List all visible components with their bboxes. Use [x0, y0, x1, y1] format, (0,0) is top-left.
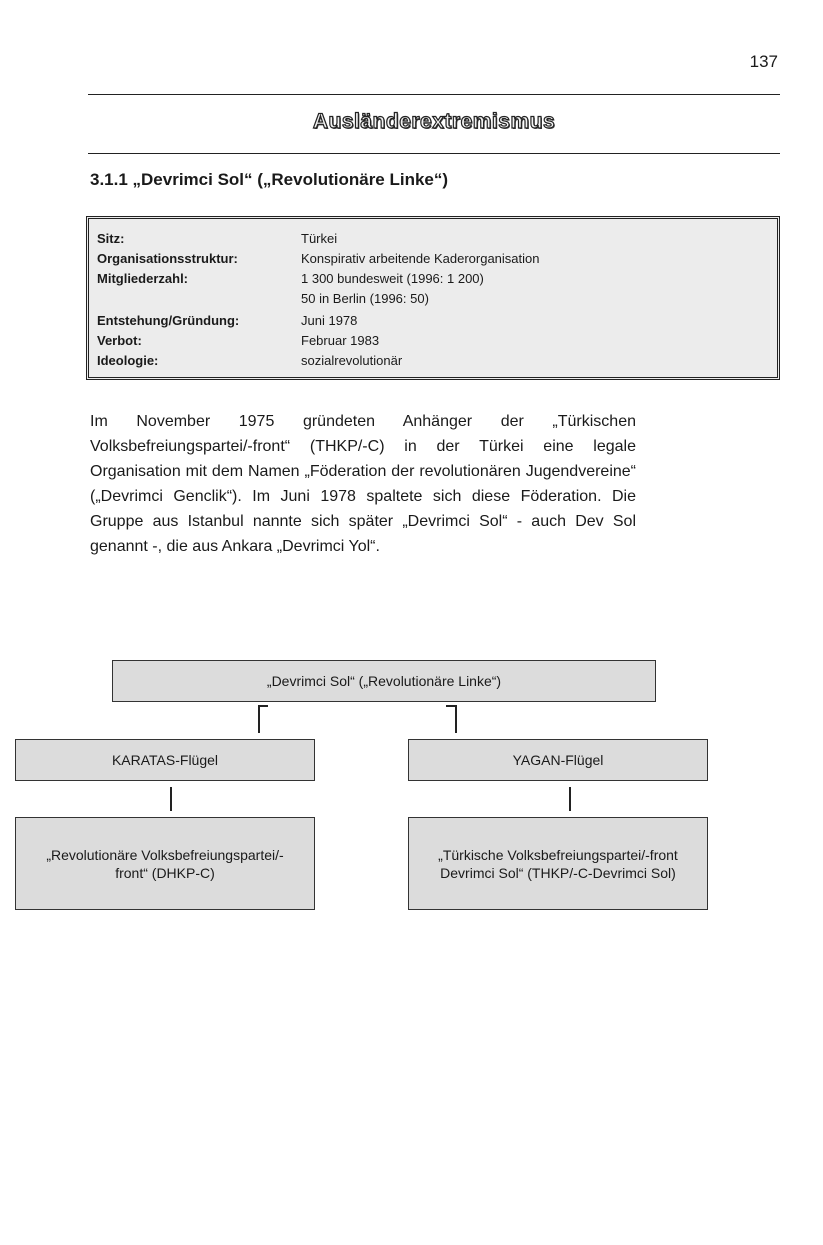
- subsection-heading: 3.1.1 „Devrimci Sol“ („Revolutionäre Linke“): [90, 170, 449, 189]
- fact-label: Entstehung/Gründung:: [97, 313, 240, 328]
- page-number: 137: [749, 52, 778, 71]
- fact-label: Verbot:: [97, 333, 142, 348]
- fact-value: 50 in Berlin (1996: 50): [301, 291, 429, 306]
- fact-label: Ideologie:: [97, 353, 159, 368]
- header-rule-top: [88, 94, 780, 95]
- org-chart-left-org: [15, 817, 315, 910]
- org-chart-root: [112, 660, 656, 702]
- fact-value: Juni 1978: [301, 313, 358, 328]
- fact-label: Organisationsstruktur:: [97, 251, 238, 266]
- fact-label: Mitgliederzahl:: [97, 271, 189, 286]
- connector-line: [258, 705, 260, 733]
- fact-value: sozialrevolutionär: [301, 353, 403, 368]
- connector-line: [455, 705, 457, 733]
- connector-line: [258, 705, 268, 707]
- body-paragraph: Im November 1975 gründeten Anhänger der „Türkischen Volksbefreiungspartei/-front“ (THKP/-C) in der Türkei eine legale Organisation mit dem Namen „Föderation der revolutionären Jugendvereine“ („Devrimci Genclik“). Im Juni 1978 spaltete sich diese Föderation. Die Gruppe aus Istanbul nannte sich später „Devrimci Sol“ - auch Dev Sol genannt -, die aus Ankara „Devrimci Yol“.: [90, 413, 636, 555]
- connector-line: [446, 705, 456, 707]
- connector-line: [170, 787, 172, 811]
- fact-value: Konspirativ arbeitende Kaderorganisation: [301, 251, 540, 266]
- org-chart-left-wing: [15, 739, 315, 781]
- org-chart-left-wing-label: KARATAS-Flügel: [111, 752, 219, 768]
- fact-value: Türkei: [301, 231, 338, 246]
- header-rule-bottom: [88, 153, 780, 154]
- org-chart-right-wing-label: YAGAN-Flügel: [512, 752, 604, 768]
- fact-label: Sitz:: [97, 231, 125, 246]
- fact-value: Februar 1983: [301, 333, 380, 348]
- org-chart-left-org-label: „Revolutionäre Volksbefreiungspartei/-front“ (DHKP-C): [46, 846, 284, 881]
- org-chart-right-org-label: „Türkische Volksbefreiungspartei/-front Devrimci Sol“ (THKP/-C-Devrimci Sol): [438, 846, 678, 881]
- org-chart-root-label: „Devrimci Sol“ („Revolutionäre Linke“): [266, 673, 502, 689]
- connector-line: [569, 787, 571, 811]
- org-chart-right-org: [408, 817, 708, 910]
- fact-value: 1 300 bundesweit (1996: 1 200): [301, 271, 484, 286]
- section-title: Ausländerextremismus: [312, 110, 556, 133]
- org-chart-right-wing: [408, 739, 708, 781]
- fact-box: [86, 216, 780, 380]
